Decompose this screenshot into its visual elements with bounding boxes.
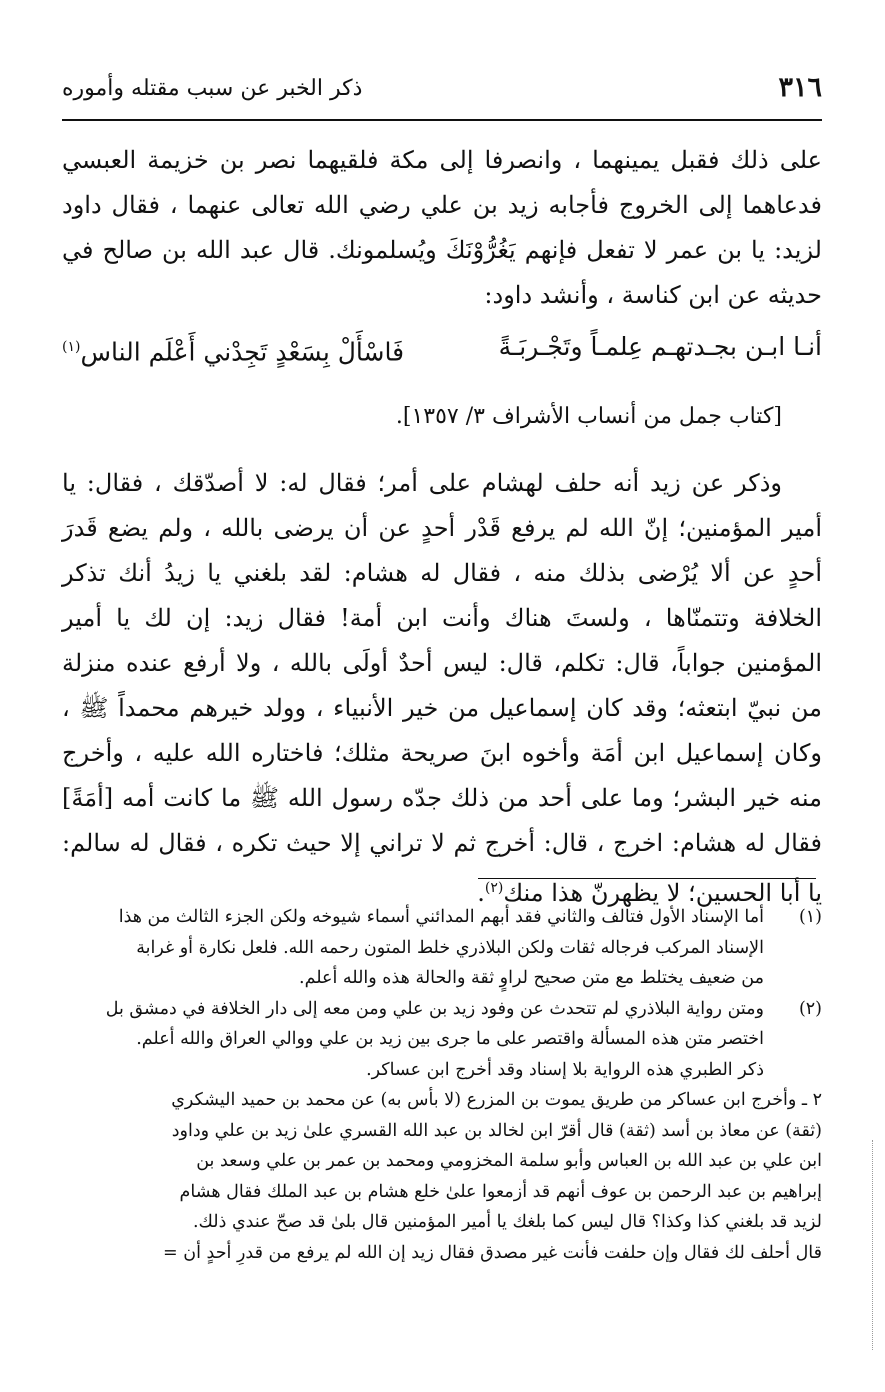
footnote-line: من ضعيف يختلط مع متن صحيح لراوٍ ثقة والحالة هذه والله أعلم.	[299, 968, 764, 988]
footnote-line: ومتن رواية البلاذري لم تتحدث عن وفود زيد بن علي ومن معه إلى دار الخلافة في دمشق بل	[105, 998, 764, 1019]
paragraph-2-text: وذكر عن زيد أنه حلف لهشام على أمر؛ فقال له: لا أصدّقك ، فقال: يا أمير المؤمنين؛ إنّ الله لم يرفع قَدْر أحدٍ عن أن يرضى بالله ، ولم يضع قَدرَ أحدٍ عن ألا يُرْضى بذلك منه ، فقال له هشام: لقد بلغني يا زيدُ أنك تذكر الخلافة وتتمنّاها ، ولستَ هناك وأنت ابن أمة! فقال زيد: إن لك يا أمير المؤمنين جواباً، قال: تكلم، قال: ليس أحدٌ أولَى بالله ، ولا أرفع عنده منزلة من نبيّ ابتعثه؛ وقد كان إسماعيل من خير الأنبياء ، وولد خيرهم محمداً ﷺ ، وكان إسماعيل ابن أمَة وأخوه ابنَ صريحة مثلك؛ فاختاره الله عليه ، وأخرج منه خير البشر؛ وما على أحد من ذلك جدّه رسول الله ﷺ ما كانت أمه [أمَةً] فقال له هشام: اخرج ، قال: أخرج ثم لا تراني إلا حيث تكره ، فقال له سالم: يا أبا الحسين؛ لا يظهرنّ هذا منك	[62, 469, 823, 908]
footnote-1-text	[56, 902, 764, 994]
footnotes	[56, 902, 822, 1268]
running-title: ذكر الخبر عن سبب مقتله وأموره	[62, 76, 363, 101]
footnote-2-continuation	[56, 1055, 822, 1086]
source-reference: [كتاب جمل من أنساب الأشراف ٣/ ١٣٥٧].	[395, 404, 782, 430]
verse-first-hemistich: أنـا ابـن بجـدتهـم عِلمـاً وتَجْـربَـةً	[498, 332, 822, 361]
header-rule	[62, 119, 822, 121]
footnote-line: قال أحلف لك فقال وإن حلفت فأنت غير مصدق فقال زيد إن الله لم يرفع من قدرِ أحدٍ أن =	[163, 1242, 822, 1263]
footnote-2-text	[56, 994, 764, 1055]
paragraph-1: على ذلك فقبل يمينهما ، وانصرفا إلى مكة فلقيهما نصر بن خزيمة العبسي فدعاهما إلى الخروج فأجابه زيد بن علي رضي الله تعالى عنهما ، فقال داود لزيد: يا بن عمر لا تفعل فإنهم يَغُرُّوْنَكَ ويُسلمونك. قال عبد الله بن صالح في حديثه عن ابن كناسة ، وأنشد داود:	[62, 146, 822, 309]
verse-second-hemistich-text: فَاسْأَلْ بِسَعْدٍ تَجِدْني أَعْلَم الناس	[80, 337, 405, 367]
verse-second-hemistich	[62, 322, 404, 377]
footnote-2-number: (٢)	[798, 998, 822, 1019]
footnote-1	[56, 902, 822, 994]
footnote-2	[56, 994, 822, 1055]
footnote-line: لزيد قد بلغني كذا وكذا؟ قال ليس كما بلغك يا أمير المؤمنين قال بلىٰ قد صحّ عندي ذلك.	[192, 1212, 822, 1232]
footnote-2-narration	[56, 1085, 822, 1268]
footnote-line: ابن علي بن عبد الله بن العباس وأبو سلمة المخزومي ومحمد بن عمر بن علي وسعد بن	[196, 1151, 822, 1171]
footnote-1-number: (١)	[798, 907, 822, 927]
footnote-marker-1: (١)	[62, 339, 81, 355]
footnote-line: (ثقة) عن معاذ بن أسد (ثقة) قال أقرّ ابن لخالد بن عبد الله القسري علىٰ زيد بن علي وداود	[171, 1120, 822, 1141]
footnote-line: أما الإسناد الأول فتالف والثاني فقد أبهم المدائني أسماء شيوخه ولكن الجزء الثالث من هذا	[118, 907, 764, 927]
footnote-marker-2: (٢)	[484, 880, 504, 897]
page-number: ٣١٦	[778, 72, 822, 103]
footnote-line: ٢ ـ وأخرج ابن عساكر من طريق يموت بن المزرع (لا بأس به) عن محمد بن حميد اليشكري	[171, 1090, 822, 1110]
footnote-line: إبراهيم بن عبد الرحمن بن عوف أنهم قد أزمعوا علىٰ خلع هشام بن عبد الملك فقال هشام	[179, 1181, 822, 1202]
poetry-verse	[62, 322, 822, 377]
paragraph-2	[62, 461, 822, 916]
footnote-line: اختصر متن هذه المسألة واقتصر على ما جرى بين زيد بن علي ووالي العراق والله أعلم.	[136, 1029, 764, 1049]
footnote-separator	[478, 878, 816, 879]
scan-margin-mark	[872, 1140, 874, 1350]
footnote-line: ذكر الطبري هذه الرواية بلا إسناد وقد أخرج ابن عساكر.	[366, 1059, 764, 1080]
paragraph-2-end: .	[477, 879, 485, 908]
page-header	[62, 70, 822, 116]
main-text	[62, 138, 822, 916]
footnote-line: الإسناد المركب فرجاله ثقات ولكن البلاذري خلط المتون رحمه الله. فلعل نكارة أو غرابة	[136, 937, 764, 958]
